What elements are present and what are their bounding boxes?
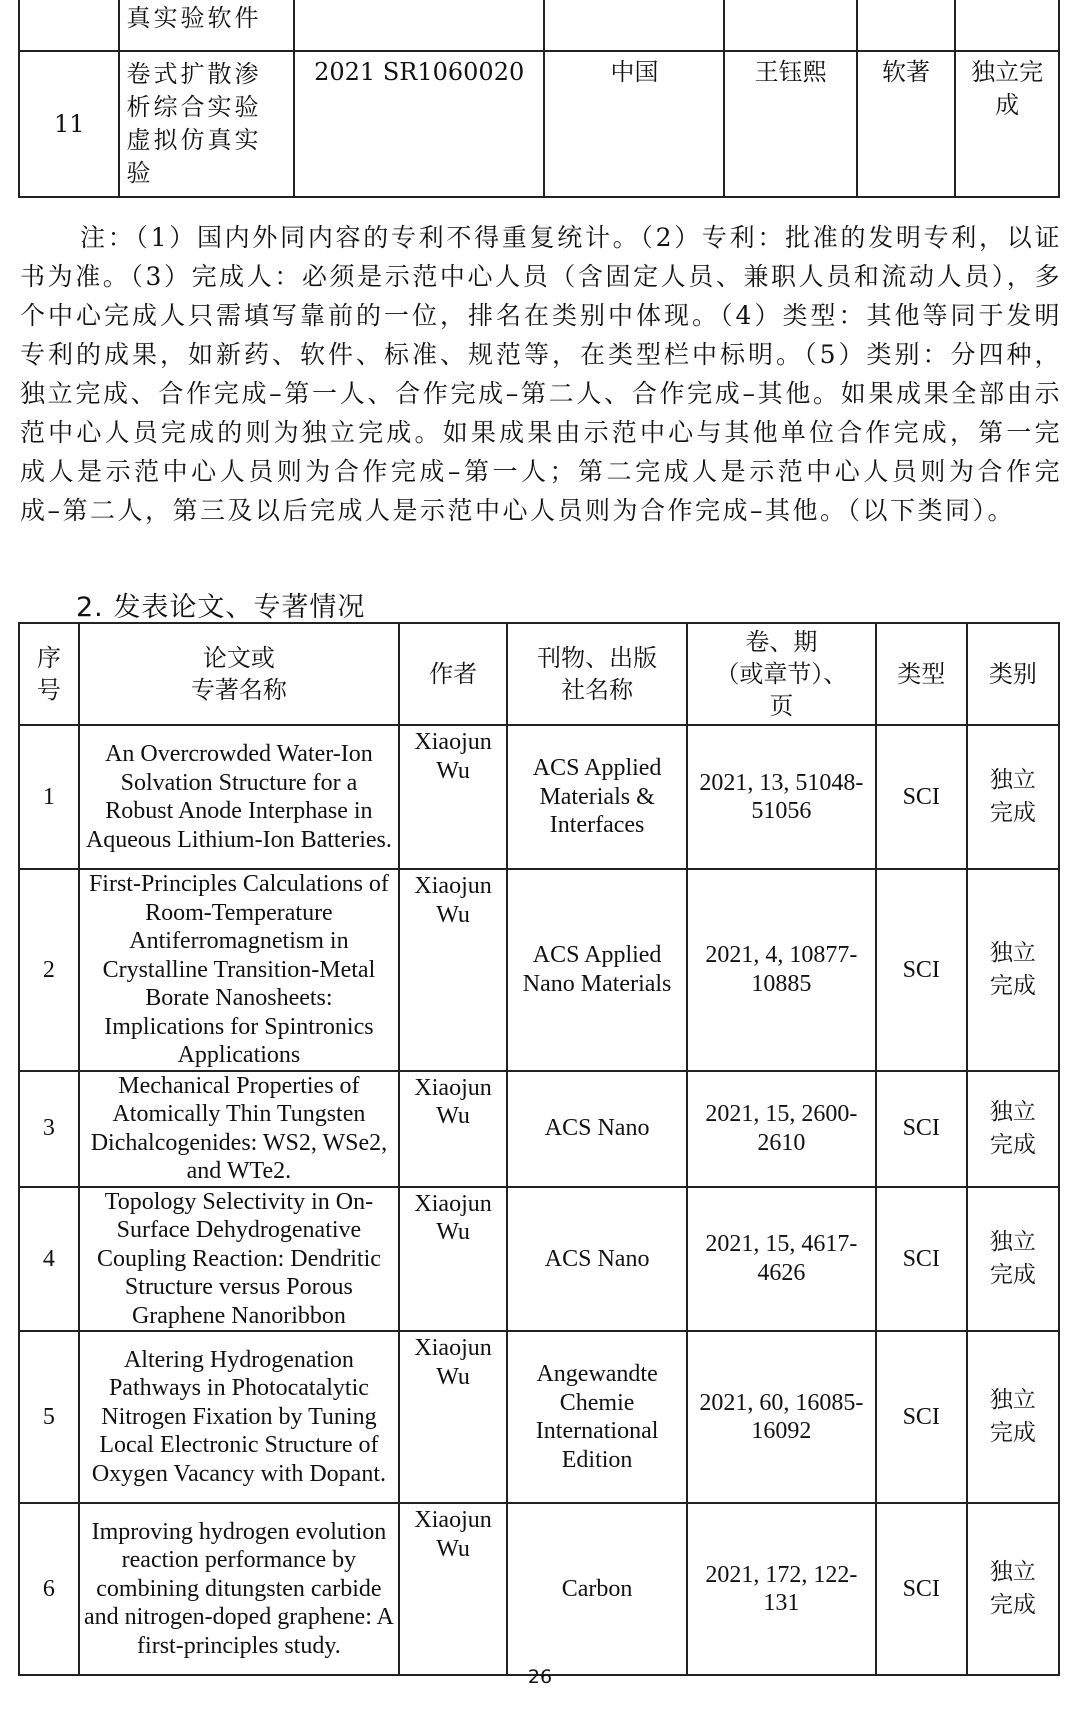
- journal-cell: Angewandte Chemie International Edition: [507, 1331, 687, 1503]
- name-cell: 真实验软件: [119, 0, 293, 51]
- note-paragraph: [20, 218, 1062, 530]
- title-cell: Topology Selectivity in On-Surface Dehydrogenative Coupling Reaction: Dendritic Structure versus Porous Graphene Nanoribbon: [79, 1187, 399, 1332]
- type-cell: SCI: [876, 725, 967, 869]
- category-cell: 独立完成: [967, 1071, 1059, 1187]
- category-cell: 独立完成: [967, 1331, 1059, 1503]
- table-row: [19, 1071, 1059, 1187]
- journal-cell: ACS Nano: [507, 1187, 687, 1332]
- header-journal: 刊物、出版 社名称: [507, 623, 687, 725]
- table-row: [19, 725, 1059, 869]
- journal-cell: ACS Nano: [507, 1071, 687, 1187]
- author-cell: Xiaojun Wu: [399, 869, 507, 1071]
- title-cell: Improving hydrogen evolution reaction performance by combining ditungsten carbide and nitrogen-doped graphene: A first-principles study.: [79, 1503, 399, 1675]
- table-row: [19, 51, 1059, 197]
- patent-table: [18, 0, 1060, 198]
- type-cell: SCI: [876, 869, 967, 1071]
- volume-cell: 2021, 172, 122-131: [687, 1503, 876, 1675]
- seq-cell: 5: [19, 1331, 79, 1503]
- header-category: 类别: [967, 623, 1059, 725]
- table-row: [19, 1503, 1059, 1675]
- header-author: 作者: [399, 623, 507, 725]
- title-cell: Altering Hydrogenation Pathways in Photocatalytic Nitrogen Fixation by Tuning Local Electronic Structure of Oxygen Vacancy with Dopant.: [79, 1331, 399, 1503]
- author-cell: Xiaojun Wu: [399, 1071, 507, 1187]
- author-cell: Xiaojun Wu: [399, 1503, 507, 1675]
- seq-cell: [19, 0, 119, 51]
- table-row: [19, 1187, 1059, 1332]
- seq-cell: 4: [19, 1187, 79, 1332]
- type-cell: SCI: [876, 1187, 967, 1332]
- type-cell: SCI: [876, 1503, 967, 1675]
- seq-cell: 3: [19, 1071, 79, 1187]
- type-cell: SCI: [876, 1071, 967, 1187]
- header-title: 论文或 专著名称: [79, 623, 399, 725]
- journal-cell: ACS Applied Materials & Interfaces: [507, 725, 687, 869]
- category-cell: 独立完成: [967, 1503, 1059, 1675]
- number-cell: 2021 SR1060020: [294, 51, 545, 197]
- header-row: [19, 623, 1059, 725]
- name-cell: 卷式扩散渗析综合实验虚拟仿真实验: [119, 51, 293, 197]
- title-cell: First-Principles Calculations of Room-Temperature Antiferromagnetism in Crystalline Transition-Metal Borate Nanosheets: Implications for Spintronics Applications: [79, 869, 399, 1071]
- volume-cell: 2021, 13, 51048-51056: [687, 725, 876, 869]
- category-cell: 独立完成: [967, 869, 1059, 1071]
- type-cell: 软著: [857, 51, 955, 197]
- volume-cell: 2021, 4, 10877-10885: [687, 869, 876, 1071]
- header-volume: 卷、期 （或章节）、 页: [687, 623, 876, 725]
- table-row: [19, 1331, 1059, 1503]
- person-cell: 王钰熙: [724, 51, 856, 197]
- seq-cell: 1: [19, 725, 79, 869]
- author-cell: Xiaojun Wu: [399, 1331, 507, 1503]
- journal-cell: ACS Applied Nano Materials: [507, 869, 687, 1071]
- category-cell: 独立完成: [955, 51, 1059, 197]
- section-title: 2. 发表论文、专著情况: [76, 592, 366, 623]
- type-cell: SCI: [876, 1331, 967, 1503]
- journal-cell: Carbon: [507, 1503, 687, 1675]
- seq-cell: 11: [19, 51, 119, 197]
- volume-cell: 2021, 15, 2600-2610: [687, 1071, 876, 1187]
- category-cell: 独立完成: [967, 1187, 1059, 1332]
- title-cell: An Overcrowded Water-Ion Solvation Structure for a Robust Anode Interphase in Aqueous Lithium-Ion Batteries.: [79, 725, 399, 869]
- title-cell: Mechanical Properties of Atomically Thin Tungsten Dichalcogenides: WS2, WSe2, and WTe2.: [79, 1071, 399, 1187]
- paper-table: [18, 622, 1060, 1676]
- header-type: 类型: [876, 623, 967, 725]
- author-cell: Xiaojun Wu: [399, 725, 507, 869]
- seq-cell: 2: [19, 869, 79, 1071]
- table-row: [19, 869, 1059, 1071]
- page-number: 26: [527, 1666, 553, 1688]
- note-text: 注：（1）国内外同内容的专利不得重复统计。（2）专利：批准的发明专利，以证书为准。（3）完成人：必须是示范中心人员（含固定人员、兼职人员和流动人员），多个中心完成人只需填写靠前的一位，排名在类别中体现。（4）类型：其他等同于发明专利的成果，如新药、软件、标准、规范等，在类型栏中标明。（5）类别：分四种，独立完成、合作完成–第一人、合作完成–第二人、合作完成–其他。如果成果全部由示范中心人员完成的则为独立完成。如果成果由示范中心与其他单位合作完成，第一完成人是示范中心人员则为合作完成–第一人；第二完成人是示范中心人员则为合作完成–第二人，第三及以后完成人是示范中心人员则为合作完成–其他。（以下类同）。: [20, 223, 1062, 525]
- volume-cell: 2021, 15, 4617-4626: [687, 1187, 876, 1332]
- seq-cell: 6: [19, 1503, 79, 1675]
- header-seq: 序号: [19, 623, 79, 725]
- country-cell: 中国: [544, 51, 724, 197]
- author-cell: Xiaojun Wu: [399, 1187, 507, 1332]
- volume-cell: 2021, 60, 16085-16092: [687, 1331, 876, 1503]
- table-row: [19, 0, 1059, 51]
- category-cell: 独立完成: [967, 725, 1059, 869]
